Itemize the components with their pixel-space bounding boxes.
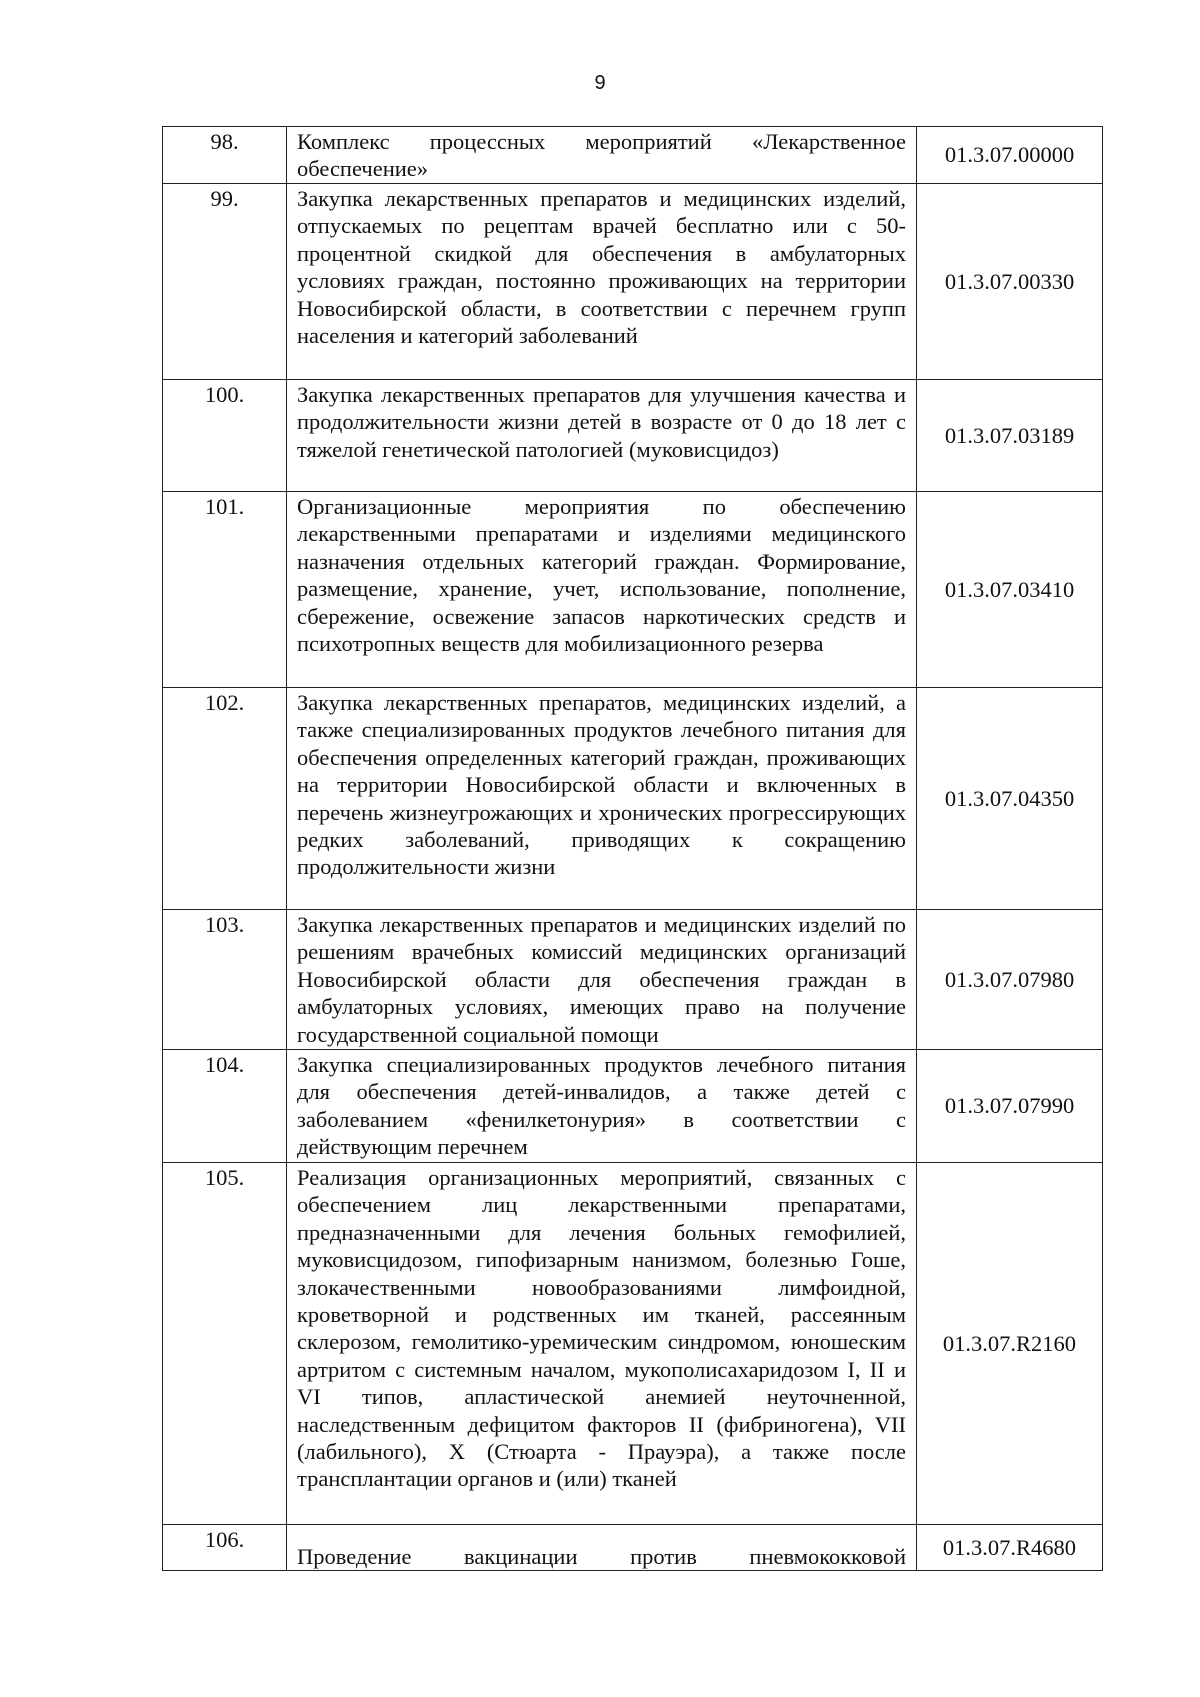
table-row bbox=[163, 1050, 1103, 1163]
row-description: Проведение вакцинации против пневмококковой bbox=[287, 1525, 917, 1571]
row-number: 105. bbox=[163, 1163, 287, 1525]
table-row bbox=[163, 380, 1103, 492]
row-code: 01.3.07.07980 bbox=[917, 910, 1103, 1050]
row-code: 01.3.07.R2160 bbox=[917, 1163, 1103, 1525]
row-number: 100. bbox=[163, 380, 287, 492]
page-number: 9 bbox=[594, 72, 606, 94]
row-number: 101. bbox=[163, 492, 287, 688]
row-description: Закупка лекарственных препаратов и медицинских изделий по решениям врачебных комиссий медицинских организаций Новосибирской области для обеспечения граждан в амбулаторных условиях, имеющих право на получение государственной социальной помощи bbox=[287, 910, 917, 1050]
table-row bbox=[163, 184, 1103, 380]
row-description: Закупка лекарственных препаратов и медицинских изделий, отпускаемых по рецептам врачей бесплатно или с 50-процентной скидкой для обеспечения в амбулаторных условиях граждан, постоянно проживающих на территории Новосибирской области, в соответствии с перечнем групп населения и категорий заболеваний bbox=[287, 184, 917, 380]
row-description: Закупка специализированных продуктов лечебного питания для обеспечения детей-инвалидов, а также детей с заболеванием «фенилкетонурия» в соответствии с действующим перечнем bbox=[287, 1050, 917, 1163]
row-description: Организационные мероприятия по обеспечению лекарственными препаратами и изделиями медицинского назначения отдельных категорий граждан. Формирование, размещение, хранение, учет, использование, пополнение, сбережение, освежение запасов наркотических средств и психотропных веществ для мобилизационного резерва bbox=[287, 492, 917, 688]
table-row bbox=[163, 1525, 1103, 1571]
row-code: 01.3.07.00330 bbox=[917, 184, 1103, 380]
row-code: 01.3.07.R4680 bbox=[917, 1525, 1103, 1571]
row-description: Закупка лекарственных препаратов, медицинских изделий, а также специализированных продуктов лечебного питания для обеспечения определенных категорий граждан, проживающих на территории Новосибирской области и включенных в перечень жизнеугрожающих и хронических прогрессирующих редких заболеваний, приводящих к сокращению продолжительности жизни bbox=[287, 688, 917, 910]
row-code: 01.3.07.04350 bbox=[917, 688, 1103, 910]
row-number: 104. bbox=[163, 1050, 287, 1163]
row-description: Комплекс процессных мероприятий «Лекарственное обеспечение» bbox=[287, 127, 917, 184]
row-code: 01.3.07.00000 bbox=[917, 127, 1103, 184]
table-row bbox=[163, 492, 1103, 688]
table-row bbox=[163, 127, 1103, 184]
row-code: 01.3.07.07990 bbox=[917, 1050, 1103, 1163]
row-number: 102. bbox=[163, 688, 287, 910]
row-number: 99. bbox=[163, 184, 287, 380]
row-description: Реализация организационных мероприятий, связанных с обеспечением лиц лекарственными препаратами, предназначенными для лечения больных гемофилией, муковисцидозом, гипофизарным нанизмом, болезнью Гоше, злокачественными новообразованиями лимфоидной, кроветворной и родственных им тканей, рассеянным склерозом, гемолитико-уремическим синдромом, юношеским артритом с системным началом, мукополисахаридозом I, II и VI типов, апластической анемией неуточненной, наследственным дефицитом факторов II (фибриногена), VII (лабильного), X (Стюарта - Прауэра), а также после трансплантации органов и (или) тканей bbox=[287, 1163, 917, 1525]
table-row bbox=[163, 910, 1103, 1050]
row-number: 103. bbox=[163, 910, 287, 1050]
table-row bbox=[163, 688, 1103, 910]
row-code: 01.3.07.03189 bbox=[917, 380, 1103, 492]
row-number: 98. bbox=[163, 127, 287, 184]
row-number: 106. bbox=[163, 1525, 287, 1571]
program-activities-table bbox=[162, 126, 1103, 1571]
row-description: Закупка лекарственных препаратов для улучшения качества и продолжительности жизни детей в возрасте от 0 до 18 лет с тяжелой генетической патологией (муковисцидоз) bbox=[287, 380, 917, 492]
row-code: 01.3.07.03410 bbox=[917, 492, 1103, 688]
table-row bbox=[163, 1163, 1103, 1525]
